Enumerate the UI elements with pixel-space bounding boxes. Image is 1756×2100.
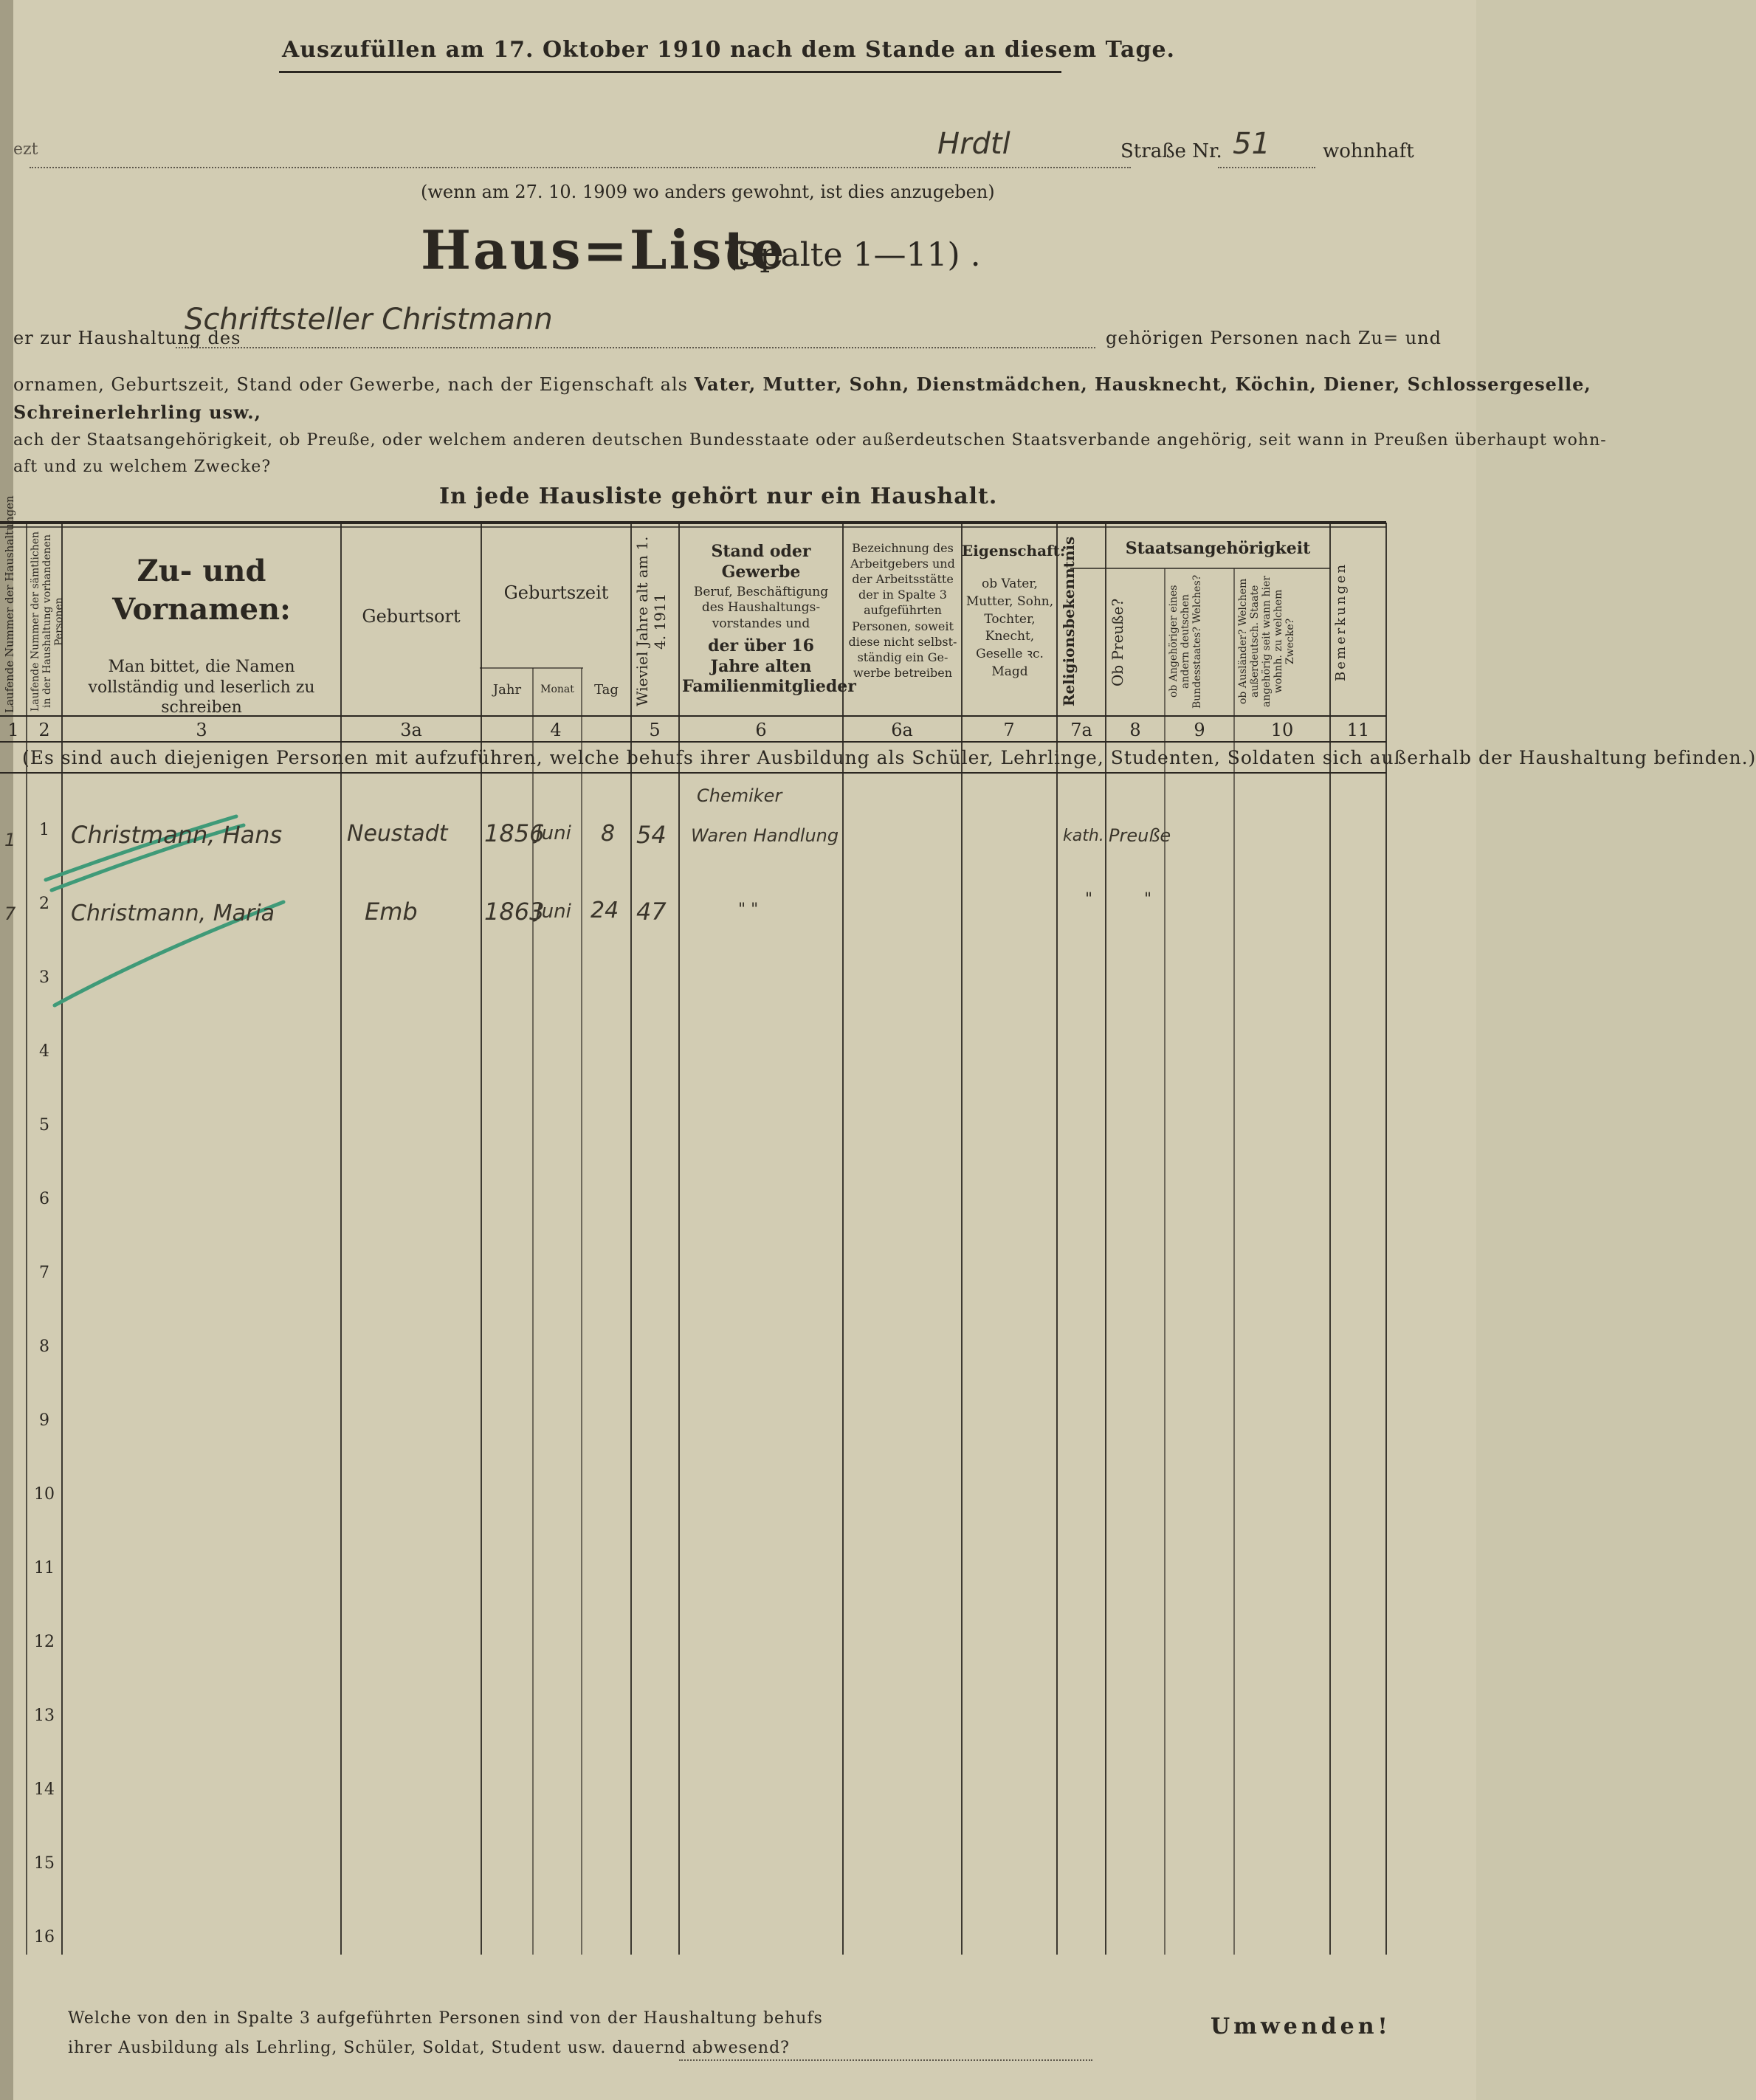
entry-birth-month: Juni (536, 822, 571, 844)
entry-occupation: Waren Handlung (691, 825, 839, 846)
entry-birth-month: Juni (536, 901, 571, 923)
row-number: 12 (34, 1633, 55, 1651)
entry-name: Christmann, Hans (71, 821, 283, 849)
row-number: 8 (39, 1338, 49, 1356)
header-col4: Geburtszeit (503, 582, 609, 603)
header-col7-title: Eigenschaft: (962, 542, 1066, 560)
col-number: 10 (1270, 720, 1294, 740)
col-number: 6a (891, 720, 913, 740)
table-note: (Es sind auch diejenigen Personen mit aufzuführen, welche behufs ihrer Ausbildung als Schüler, Lehrlinge, Studenten, Soldaten sich außerhalb der Haushaltung befinden.) (22, 747, 1756, 768)
household-head-handwritten: Schriftsteller Christmann (185, 303, 553, 337)
fill-instruction: Auszufüllen am 17. Oktober 1910 nach dem Stande an diesem Tage. (282, 37, 1176, 63)
street-number-handwritten: 51 (1233, 127, 1270, 161)
col-number: 4 (550, 720, 562, 740)
intro-line-3: Schreinerlehrling usw., (13, 402, 262, 423)
col-number: 3a (400, 720, 422, 740)
col-number: 7 (1003, 720, 1015, 740)
row-number: 5 (39, 1116, 49, 1135)
row-number: 3 (39, 968, 49, 987)
entry-prussian: Preuße (1109, 825, 1171, 846)
entry-household-number: 1 (4, 830, 16, 850)
row-number: 16 (34, 1928, 55, 1946)
header-col6a: Bezeichnung des Arbeitgebers und der Arbeitsstätte der in Spalte 3 aufgeführten Personen, soweit diese nicht selbst-ständig ein Ge-werbe betreiben (848, 541, 957, 680)
header-col4-month: Monat (540, 684, 574, 695)
col-number: 5 (649, 720, 661, 740)
header-col8: Ob Preuße? (1109, 598, 1126, 686)
header-col7-note: ob Vater, Mutter, Sohn, Tochter, Knecht, Geselle ꝛc. Magd (965, 576, 1054, 679)
footer-question-line-1: Welche von den in Spalte 3 aufgeführten Personen sind von der Haushaltung behufs (68, 2009, 823, 2028)
entry-occupation-top: Chemiker (697, 785, 782, 806)
row-number: 1 (39, 821, 49, 839)
col-number: 2 (38, 720, 50, 740)
document-title: Haus=Liste (421, 218, 787, 281)
header-col2: Laufende Nummer der sämtlichen in der Haushaltung vorhandenen Personen (30, 531, 65, 712)
entry-birth-day: 24 (591, 898, 619, 923)
header-col3a: Geburtsort (362, 606, 461, 627)
col-number: 3 (196, 720, 207, 740)
footer-question-line-2: ihrer Ausbildung als Lehrling, Schüler, Soldat, Student usw. dauernd abwesend? (68, 2039, 790, 2057)
row-number: 9 (39, 1411, 49, 1430)
document-subtitle: (Spalte 1—11) . (725, 236, 981, 274)
entry-birthplace: Emb (365, 898, 418, 926)
header-col10: ob Ausländer? Welchem außerdeutsch. Staate angehörig seit wann hier wohnh. zu welchem Zwecke? (1237, 576, 1296, 707)
col-number: 8 (1129, 720, 1141, 740)
entry-age: 54 (636, 821, 667, 849)
col-number: 6 (755, 720, 767, 740)
intro-line-1-start: er zur Haushaltung des (13, 328, 241, 348)
intro-line-2: ornamen, Geburtszeit, Stand oder Gewerbe, nach der Eigenschaft als Vater, Mutter, Sohn, Dienstmädchen, Hausknecht, Köchin, Diener, Schlossergeselle, (13, 373, 1591, 395)
col-number: 1 (7, 720, 19, 740)
header-col11: Bemerkungen (1333, 562, 1349, 681)
header-col4-day: Tag (594, 682, 619, 698)
col-number: 11 (1346, 720, 1370, 740)
entry-birth-day: 8 (601, 821, 616, 847)
entry-birth-year: 1863 (484, 898, 545, 926)
row-number: 11 (34, 1559, 55, 1577)
row-number: 6 (39, 1190, 49, 1208)
entry-occupation: " " (738, 901, 759, 919)
header-staatsangehoerigkeit: Staatsangehörigkeit (1125, 539, 1311, 558)
turn-over-note: Umwenden! (1211, 2014, 1391, 2039)
entry-age: 47 (636, 898, 667, 926)
one-household-rule: In jede Hausliste gehört nur ein Haushalt. (439, 483, 998, 509)
footer-dotted-line (679, 2059, 1092, 2061)
street-prefix: ezt (13, 140, 38, 159)
entry-religion: " (1085, 890, 1093, 909)
entry-birthplace: Neustadt (347, 821, 448, 847)
row-number: 15 (34, 1854, 55, 1873)
entry-religion: kath. (1063, 827, 1104, 845)
entry-household-number: 7 (4, 903, 16, 924)
col-number: 7a (1070, 720, 1092, 740)
row-number: 7 (39, 1264, 49, 1282)
row-number: 14 (34, 1780, 55, 1799)
header-col3-note: Man bittet, die Namen vollständig und leserlich zu schreiben (88, 658, 315, 717)
street-name-handwritten: Hrdtl (937, 127, 1010, 161)
header-col5: Wieviel Jahre alt am 1. 4. 1911 (633, 536, 669, 707)
row-number: 10 (34, 1485, 55, 1504)
header-col6-bold: der über 16 Jahre alten Familienmitglieder (682, 636, 856, 696)
header-col9: ob Angehöriger eines andern deutschen Bundesstaates? Welches? (1168, 574, 1203, 709)
entry-prussian: " (1144, 890, 1152, 909)
entry-birth-year: 1856 (484, 819, 545, 847)
row-number: 13 (34, 1707, 55, 1725)
street-label: Straße Nr. (1120, 140, 1222, 162)
header-col3-title: Zu- und Vornamen: (112, 554, 291, 627)
row-number: 4 (39, 1042, 49, 1061)
intro-line-1-end: gehörigen Personen nach Zu= und (1106, 328, 1442, 348)
header-col7a: Religionsbekenntnis (1060, 536, 1078, 707)
header-col4-year: Jahr (492, 682, 522, 698)
previous-residence-note: (wenn am 27. 10. 1909 wo anders gewohnt, ist dies anzugeben) (421, 182, 995, 202)
header-col1: Laufende Nummer der Haushaltungen (3, 495, 16, 713)
entry-name: Christmann, Maria (71, 901, 275, 926)
intro-line-4: ach der Staatsangehörigkeit, ob Preuße, oder welchem anderen deutschen Bundesstaate oder außerdeutschen Staatsverbande angehörig, seit wann in Preußen überhaupt wohn- (13, 431, 1607, 450)
header-col6-title: Stand oder Gewerbe (711, 542, 811, 582)
street-suffix: wohnhaft (1323, 140, 1414, 162)
header-col6-note: Beruf, Beschäftigung des Haushaltungs-vorstandes und (693, 585, 829, 631)
row-number: 2 (39, 895, 49, 913)
intro-line-5: aft und zu welchem Zwecke? (13, 458, 272, 476)
col-number: 9 (1194, 720, 1205, 740)
